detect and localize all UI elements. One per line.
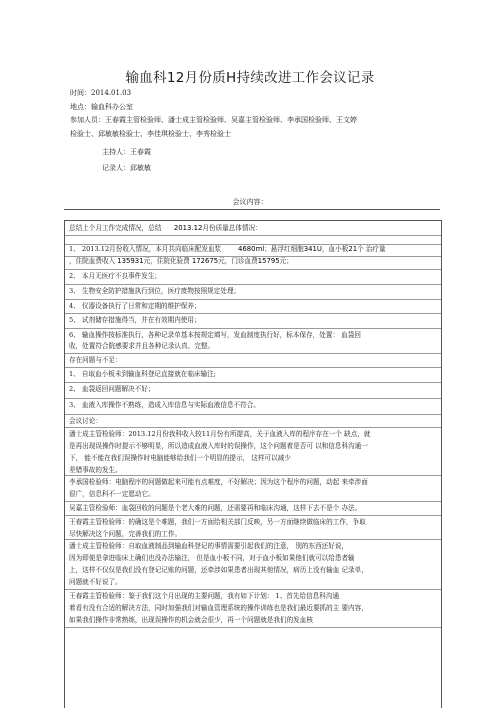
- section-title: 会议内容：: [232, 198, 268, 206]
- discussion-line: 李承国检验师：电脑程序的问题做起来可能有点难度，不好解决；因为这个程序的问题，动起 来牵涉面: [69, 478, 368, 486]
- row-divider: [65, 475, 441, 476]
- row-divider: [65, 313, 441, 314]
- row-divider: [65, 244, 441, 245]
- discussion-line: 上，这样不仅仅是我们没有登记记账的问题，还牵涉如果患者出现其他情况，病历上没有输血 记录单，: [69, 566, 368, 574]
- discussion-heading: 会议讨论：: [69, 417, 102, 425]
- row-divider: [65, 269, 441, 270]
- problem-item: 2、 血袋返回问题解决不好；: [69, 385, 155, 393]
- discussion-line: 吴嘉主管检验师：血袋回收的问题是个老大难的问题，还需要再和临床沟通，这样下去不是个 办法。: [69, 504, 362, 512]
- discussion-line: 下， 能不能在我们误操作时电脑能够给我们一个明显的提示， 这样可以减少: [69, 454, 291, 462]
- row-divider: [65, 235, 441, 236]
- discussion-line: 潘士成主管检验师：2013.12月份我科收入较11月份有所提高，关于血液入库的程序存在一个 缺点，就: [69, 430, 371, 438]
- row-divider: [65, 515, 441, 516]
- discussion-line: 王春霞主管检验师：鉴于我们这个月出现的主要问题，我有如下计划： 1、首先给信息科沟通: [69, 592, 340, 600]
- list-item-cont: 收，处置符合院感要求并且各种记录认真、完整。: [69, 342, 215, 350]
- discussion-line: 尽快解决这个问题，完善我们的工作。: [69, 530, 182, 538]
- row-divider: [65, 427, 441, 428]
- list-item: 4、 仪器设备执行了日常和定期的维护保养；: [69, 302, 201, 310]
- row-divider: [65, 328, 441, 329]
- meeting-place: 地点：输血科办公室: [70, 103, 133, 111]
- discussion-line: 王春霞主管检验师：的确这是个难题，我们一方面给相关部门反映，另一方面继续做临床的工作，争取: [69, 518, 366, 526]
- document-title: 输血科12月份质H持续改进工作会议记录: [125, 70, 375, 86]
- list-item: 5、 试剂储存措施得当，并在有效期内使用；: [69, 316, 201, 324]
- row-divider: [65, 589, 441, 590]
- list-item: 2、 本月无医疗不良事件发生；: [69, 272, 162, 280]
- meeting-content-box: [64, 220, 442, 708]
- list-item: 3、 生物安全防护措施执行到位，医疗废物按照规定处理；: [69, 287, 241, 295]
- row-divider: [65, 256, 441, 257]
- meeting-host: 主持人：王春霞: [102, 148, 151, 156]
- meeting-time: 时间：2014.01.03: [70, 89, 132, 97]
- row-divider: [65, 353, 441, 354]
- discussion-line: 是再出现误操作时提示不够明显，所以造成血液入库时的误操作，这个问题着是否可 以和信息科沟通一: [69, 442, 368, 450]
- problem-item: 1、 自取血小板未到输血科登记直接就在临床输注;: [69, 370, 216, 378]
- summary-line: 总结上个月工作完成情况，总结 2013.12月份质量总体情况：: [69, 224, 262, 232]
- row-divider: [65, 414, 441, 415]
- meeting-recorder: 记录人：邱敏敏: [102, 164, 151, 172]
- row-divider: [65, 299, 441, 300]
- row-divider: [65, 367, 441, 368]
- discussion-line: 问题就不好说了。: [69, 578, 122, 586]
- discussion-line: 着看有没有合适的解决方法，同时加强我们对输血管理系统的操作训练也是我们最近要抓的主 要内容，: [69, 604, 368, 612]
- discussion-line: 潘士成主管检验师：自取血液制品到输血科登记的事情需要引起我们的注意， 别的东西还好说，: [69, 542, 349, 550]
- participants-line-2: 检验士、邱敏敏检验士、李佳琪检验士、李秀检验士: [70, 130, 231, 138]
- row-divider: [65, 501, 441, 502]
- row-divider: [65, 627, 441, 628]
- discussion-line: 因为即便是拿进临床上确们也没办法输注， 但是血小板不同，对于血小板如果他们就可以给患者输: [69, 554, 355, 562]
- discussion-line: 如果我们操作非常熟练，出现误操作的机会就会很少，再一个问题就是我们的发血核: [69, 616, 313, 624]
- problem-item: 3、 血液入库操作不熟练，造成入库信息与实际血液信息不符合。: [69, 401, 260, 409]
- list-item-income-cont: ，住院血费收入 135931元，住院化验费 172675元，门诊血费15795元；: [69, 257, 293, 265]
- row-divider: [65, 284, 441, 285]
- discussion-line: 很广，信息科不一定愿动它。: [69, 490, 155, 498]
- list-item: 6、 输血操作按标准执行，各种记录单基本按规定填写，发血制度执行好，标本保存，处置： 血袋回: [69, 331, 361, 339]
- section-divider: [64, 209, 440, 210]
- row-divider: [65, 398, 441, 399]
- row-divider: [65, 382, 441, 383]
- row-divider: [65, 539, 441, 540]
- problems-heading: 存在问题与不足：: [69, 356, 122, 364]
- participants-line-1: 参加人员：王春霞主管检验师、潘士成主管检验师、吴嘉主管检验师、李承国检验师、王文婷: [70, 116, 357, 124]
- list-item-income: 1、 2013.12月份收入情况，本月共向临床配发血浆 4680ml；悬浮红细胞341U，血小板21个 治疗量: [69, 245, 386, 253]
- discussion-line: 差错事故的发生。: [69, 466, 122, 474]
